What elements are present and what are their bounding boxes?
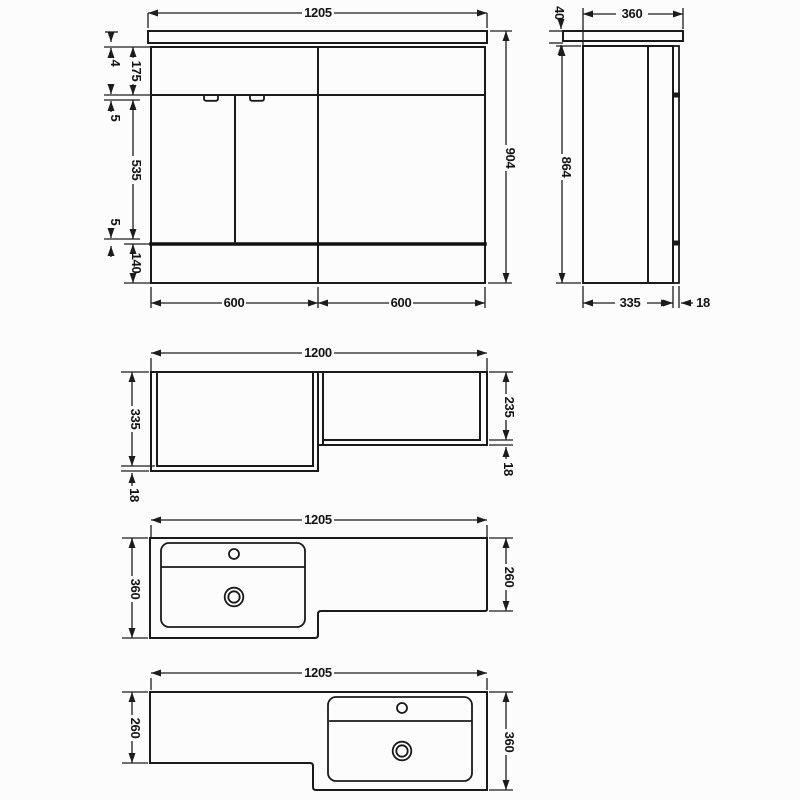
hinge-mark-bottom xyxy=(672,241,680,246)
basin-outline xyxy=(161,543,305,627)
dim-label-front-height: 904 xyxy=(503,147,518,169)
dim-label-upper-panel: 175 xyxy=(129,60,144,82)
dim-label-plan-right-depth: 235 xyxy=(502,396,517,418)
dim-plan-width xyxy=(151,345,487,371)
dim-label-back-panel: 18 xyxy=(696,295,710,310)
front-elevation-view xyxy=(104,5,518,310)
dim-label-plan-left-panel: 18 xyxy=(127,488,142,502)
dim-label-cabinet-height: 864 xyxy=(559,156,574,178)
dim-side-cabinet-height xyxy=(556,46,581,283)
top-plan-view xyxy=(121,345,517,502)
dim-plan-right xyxy=(489,372,517,476)
dim-worktop-rh-slim-depth xyxy=(122,692,148,763)
dim-label-cabinet-depth: 335 xyxy=(619,295,641,310)
dim-side-depth xyxy=(583,6,683,45)
dim-label-plan-right-panel: 18 xyxy=(501,462,516,476)
dim-worktop-rh-width xyxy=(151,665,487,690)
dim-label-door-gap-top: 5 xyxy=(108,114,123,122)
dim-front-unit-widths xyxy=(151,287,485,310)
dim-worktop-lh-slim-depth xyxy=(489,538,517,611)
dim-label-worktop-lh-width: 1205 xyxy=(304,512,332,527)
dim-label-door-height: 535 xyxy=(129,159,144,181)
tap-hole xyxy=(229,549,239,559)
waste-inner-rh xyxy=(396,745,407,756)
dim-label-left-unit-width: 600 xyxy=(223,295,245,310)
worktop-front xyxy=(148,31,487,43)
dim-front-overall-width xyxy=(148,5,487,28)
dim-label-side-depth: 360 xyxy=(621,6,643,21)
tap-hole-rh xyxy=(397,703,407,713)
worktop-plan-rh-view xyxy=(122,665,517,790)
waste-inner xyxy=(228,591,239,602)
dim-worktop-rh-basin-depth xyxy=(489,692,517,790)
dim-label-worktop-rh-basin-depth: 360 xyxy=(502,731,517,753)
worktop-outline-rh xyxy=(150,692,487,790)
dim-label-worktop-rh-slim-depth: 260 xyxy=(128,717,143,739)
dim-label-worktop-rh-width: 1205 xyxy=(304,665,332,680)
dim-label-plan-width: 1200 xyxy=(304,345,332,360)
dim-label-right-unit-width: 600 xyxy=(390,295,412,310)
dim-front-left-stack xyxy=(104,32,150,283)
dim-worktop-lh-width xyxy=(151,512,487,537)
worktop-outline-lh xyxy=(150,538,487,638)
dim-front-overall-height xyxy=(488,31,518,283)
cabinet-side xyxy=(583,46,673,283)
dim-label-door-gap-bottom: 5 xyxy=(108,218,123,226)
worktop-side xyxy=(563,31,683,41)
dim-label-worktop-lh-basin-depth: 360 xyxy=(128,578,143,600)
basin-outline-rh xyxy=(328,697,472,781)
dim-label-plan-left-depth: 335 xyxy=(128,408,143,430)
worktop-plan-lh-view xyxy=(122,512,517,638)
hinge-mark-top xyxy=(672,93,680,98)
dim-label-front-width: 1205 xyxy=(304,5,332,20)
dim-label-worktop-gap: 4 xyxy=(108,59,123,67)
dim-side-bottom xyxy=(583,286,710,310)
dim-worktop-lh-basin-depth xyxy=(122,538,148,638)
dim-plan-left xyxy=(121,372,155,502)
dim-label-worktop-lh-slim-depth: 260 xyxy=(502,566,517,588)
dim-label-worktop-thickness: 40 xyxy=(552,6,567,20)
side-elevation-view xyxy=(549,6,710,310)
dim-label-plinth-height: 140 xyxy=(129,252,144,274)
